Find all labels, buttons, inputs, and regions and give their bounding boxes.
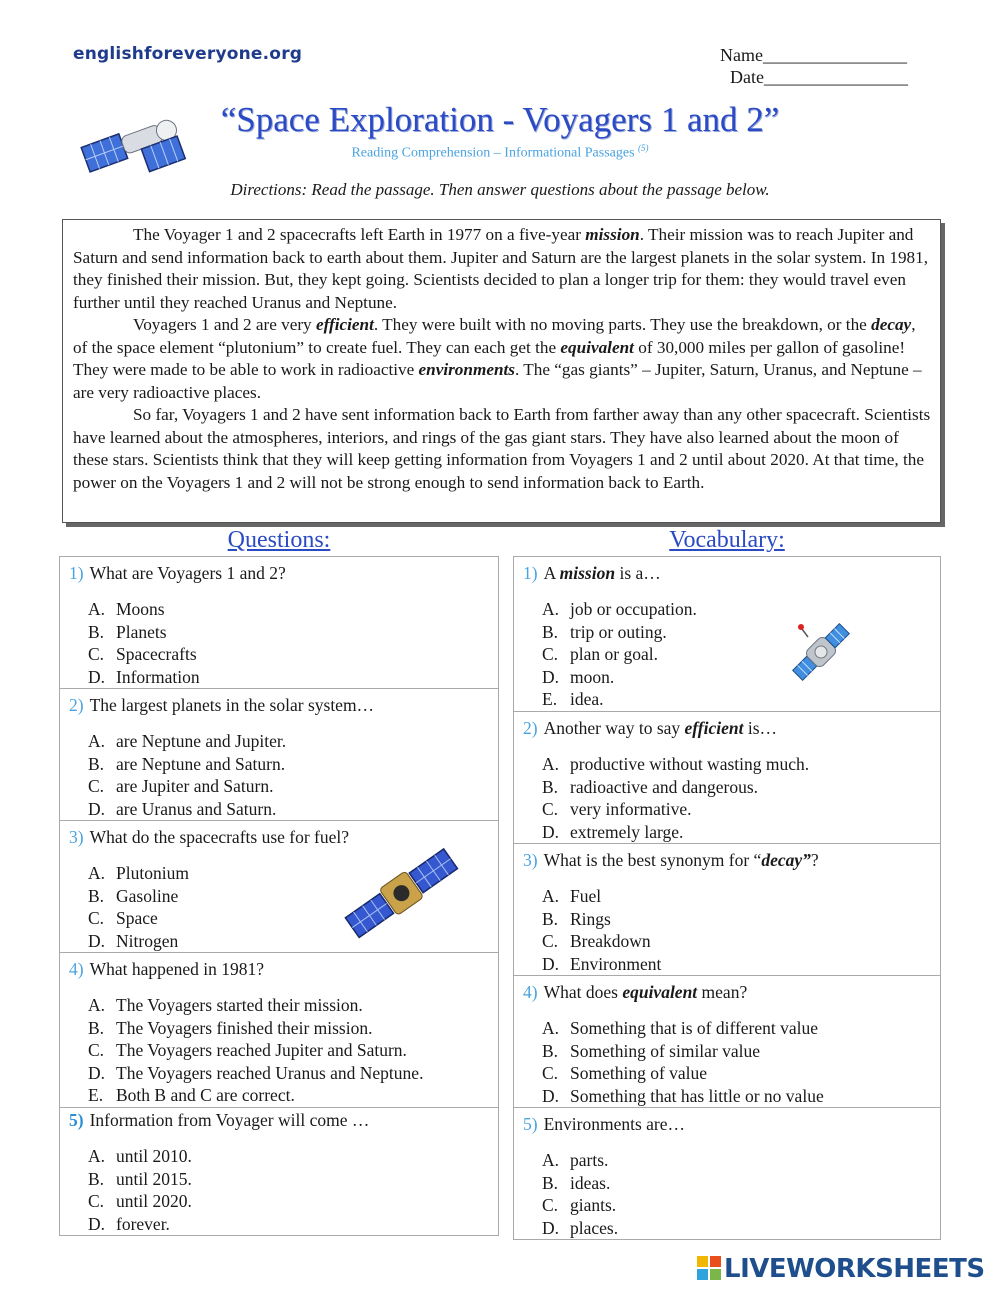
option-letter: B. — [542, 776, 559, 797]
option-text: Space — [116, 908, 158, 929]
liveworksheets-logo — [697, 1254, 985, 1284]
question-number: 3) — [523, 850, 538, 870]
question-number: 2) — [523, 718, 538, 738]
passage-text: . Their mission was to reach Jupiter and Saturn and send information back to earth about them. Jupiter and Saturn are the largest planets in the solar system. In 1981, they finished their mission. But, they kept going. Scientists decided to plan a longer trip for them: they would travel even further until they reached Uranus and Neptune. — [73, 225, 929, 312]
passage-text: of 30,000 miles per gallon of gasoline! They were made to be able to work in radioactive — [73, 337, 906, 379]
option-text: moon. — [570, 666, 615, 687]
option-d[interactable] — [88, 1062, 423, 1085]
option-text: until 2015. — [116, 1168, 192, 1189]
option-a[interactable] — [88, 730, 286, 753]
option-letter: A. — [542, 754, 560, 774]
option-letter: C. — [88, 644, 105, 665]
vocab-word: efficient — [684, 718, 744, 738]
subtitle-text: Reading Comprehension – Informational Passages — [351, 145, 635, 161]
option-text: Planets — [116, 621, 167, 642]
option-letter: A. — [542, 1018, 560, 1038]
option-letter: E. — [88, 1085, 104, 1106]
option-text: extremely large. — [570, 821, 684, 842]
option-c[interactable] — [88, 1039, 423, 1062]
option-c[interactable] — [542, 1194, 618, 1217]
option-text: The Voyagers reached Uranus and Neptune. — [116, 1062, 424, 1083]
option-text: idea. — [570, 689, 604, 710]
question-prompt — [69, 827, 349, 848]
option-text: until 2020. — [116, 1191, 192, 1212]
option-letter: A. — [88, 1146, 106, 1166]
satellite-icon — [342, 839, 462, 949]
option-letter: C. — [542, 931, 559, 952]
options-list — [542, 598, 697, 711]
site-logo — [73, 44, 302, 64]
option-letter: B. — [542, 908, 559, 929]
option-letter: C. — [88, 1191, 105, 1212]
option-text: Fuel — [570, 886, 602, 906]
option-d[interactable] — [88, 666, 200, 689]
option-b[interactable] — [88, 1168, 192, 1191]
option-text: Rings — [570, 908, 611, 929]
passage-paragraph-1 — [73, 224, 931, 314]
options-list — [88, 1145, 192, 1235]
option-a[interactable] — [88, 994, 423, 1017]
question-text: Information from Voyager will come … — [89, 1110, 370, 1130]
vocab-question-3 — [513, 843, 941, 976]
option-text: forever. — [116, 1213, 170, 1234]
question-text: What happened in 1981? — [89, 959, 265, 979]
option-text: radioactive and dangerous. — [570, 776, 759, 797]
name-field-label: Name________________ — [720, 45, 907, 65]
option-text: productive without wasting much. — [570, 754, 810, 774]
option-letter: D. — [542, 666, 560, 687]
option-text: Nitrogen — [116, 930, 179, 951]
question-number: 3) — [69, 827, 84, 847]
vocab-question-4 — [513, 975, 941, 1108]
vocabulary-heading: Vocabulary: — [669, 527, 785, 553]
option-e[interactable] — [88, 1084, 423, 1107]
option-c[interactable] — [542, 930, 661, 953]
options-list — [88, 994, 423, 1107]
question-number: 5) — [69, 1110, 84, 1130]
option-a[interactable] — [542, 598, 697, 621]
option-letter: B. — [88, 753, 105, 774]
option-text: The Voyagers reached Jupiter and Saturn. — [116, 1040, 407, 1061]
option-text: Gasoline — [116, 885, 179, 906]
question-number: 1) — [69, 563, 84, 583]
option-c[interactable] — [88, 775, 286, 798]
option-letter: D. — [88, 798, 106, 819]
question-number: 1) — [523, 563, 538, 583]
prompt-text: ? — [810, 850, 819, 870]
option-letter: C. — [88, 776, 105, 797]
option-a[interactable] — [88, 862, 189, 885]
question-prompt — [69, 695, 374, 716]
option-text: Something that has little or no value — [570, 1085, 824, 1106]
vocab-word-efficient: efficient — [315, 315, 374, 334]
option-b[interactable] — [542, 1040, 824, 1063]
option-text: Something of similar value — [570, 1040, 761, 1061]
options-list — [88, 598, 200, 688]
passage-text: , of the space element “plutonium” to create fuel. They can each get the — [73, 315, 916, 357]
option-letter: A. — [88, 731, 106, 751]
option-text: Plutonium — [116, 863, 189, 883]
option-text: Environment — [570, 953, 662, 974]
vocab-prompt — [523, 1114, 685, 1135]
question-3 — [59, 820, 499, 953]
option-letter: D. — [542, 1217, 560, 1238]
option-c[interactable] — [88, 1190, 192, 1213]
option-c[interactable] — [542, 798, 809, 821]
options-list — [88, 730, 286, 820]
question-prompt — [69, 959, 264, 980]
option-text: job or occupation. — [570, 599, 697, 619]
question-number: 2) — [69, 695, 84, 715]
option-letter: D. — [542, 821, 560, 842]
option-b[interactable] — [88, 621, 200, 644]
option-letter: B. — [88, 1168, 105, 1189]
prompt-text: mean? — [697, 982, 748, 1002]
option-text: until 2010. — [116, 1146, 192, 1166]
passage-box — [62, 219, 941, 523]
prompt-text: A — [543, 563, 560, 583]
option-text: very informative. — [570, 799, 692, 820]
option-letter: D. — [542, 1085, 560, 1106]
question-prompt — [69, 563, 286, 584]
option-text: Both B and C are correct. — [116, 1085, 295, 1106]
vocab-prompt — [523, 850, 819, 871]
vocab-word-equivalent: equivalent — [560, 337, 634, 357]
option-text: Moons — [116, 599, 165, 619]
option-text: Something that is of different value — [570, 1018, 819, 1038]
option-a[interactable] — [88, 1145, 192, 1168]
option-letter: D. — [88, 930, 106, 951]
option-a[interactable] — [542, 753, 809, 776]
option-letter: C. — [542, 1063, 559, 1084]
vocab-word-environments: environments — [418, 360, 515, 379]
passage-text: . They were built with no moving parts. They use the breakdown, or the — [373, 315, 872, 334]
vocab-question-1 — [513, 556, 941, 712]
question-text: What are Voyagers 1 and 2? — [89, 563, 286, 583]
option-text: The Voyagers started their mission. — [116, 995, 363, 1015]
passage-text: The Voyager 1 and 2 spacecrafts left Earth in 1977 on a five-year — [133, 225, 586, 244]
prompt-text: Environments are… — [543, 1114, 685, 1134]
option-text: Spacecrafts — [116, 644, 197, 665]
option-text: The Voyagers finished their mission. — [116, 1017, 373, 1038]
option-letter: D. — [88, 1213, 106, 1234]
options-list — [88, 862, 189, 952]
option-letter: A. — [88, 599, 106, 619]
option-letter: A. — [542, 1150, 560, 1170]
question-number: 4) — [523, 982, 538, 1002]
vocab-word: mission — [559, 563, 616, 583]
vocab-word-mission: mission — [585, 225, 640, 244]
option-text: parts. — [570, 1150, 609, 1170]
passage-text: . The “gas giants” – Jupiter, Saturn, Uranus, and Neptune – are very radioactive places. — [73, 360, 922, 402]
option-letter: B. — [542, 1040, 559, 1061]
prompt-text: What is the best synonym for “ — [543, 850, 762, 870]
question-text: The largest planets in the solar system… — [89, 695, 375, 715]
vocab-question-5 — [513, 1107, 941, 1240]
option-letter: C. — [542, 1195, 559, 1216]
option-letter: B. — [542, 621, 559, 642]
options-list — [542, 885, 661, 975]
satellite-icon — [786, 619, 856, 685]
option-text: plan or goal. — [570, 644, 658, 665]
option-letter: D. — [88, 666, 106, 687]
question-number: 5) — [523, 1114, 538, 1134]
vocab-word: equivalent — [622, 982, 698, 1002]
vocab-word-decay: decay — [871, 315, 912, 334]
option-d[interactable] — [88, 798, 286, 821]
option-b[interactable] — [542, 1172, 618, 1195]
question-1 — [59, 556, 499, 689]
option-d[interactable] — [542, 666, 697, 689]
question-4 — [59, 952, 499, 1108]
option-a[interactable] — [542, 1017, 824, 1040]
option-letter: C. — [88, 1040, 105, 1061]
option-b[interactable] — [88, 753, 286, 776]
option-letter: C. — [542, 644, 559, 665]
question-text: What do the spacecrafts use for fuel? — [89, 827, 350, 847]
option-text: giants. — [570, 1195, 617, 1216]
option-letter: D. — [88, 1062, 106, 1083]
vocab-question-2 — [513, 711, 941, 844]
option-d[interactable] — [542, 1217, 618, 1240]
option-d[interactable] — [542, 953, 661, 976]
vocab-word: decay” — [761, 850, 811, 870]
option-c[interactable] — [88, 643, 200, 666]
option-letter: B. — [88, 885, 105, 906]
page-subtitle — [0, 143, 1000, 162]
option-c[interactable] — [542, 1062, 824, 1085]
option-a[interactable] — [542, 1149, 618, 1172]
option-text: are Neptune and Saturn. — [116, 753, 286, 774]
option-text: are Jupiter and Saturn. — [116, 776, 274, 797]
option-text: are Neptune and Jupiter. — [116, 731, 287, 751]
options-list — [542, 1149, 618, 1239]
options-list — [542, 753, 809, 843]
option-letter: C. — [88, 908, 105, 929]
subtitle-sup: (5) — [638, 143, 649, 153]
option-text: ideas. — [570, 1172, 611, 1193]
vocab-prompt — [523, 982, 747, 1003]
option-letter: A. — [542, 599, 560, 619]
option-text: Something of value — [570, 1063, 708, 1084]
option-b[interactable] — [542, 621, 697, 644]
directions: Directions: Read the passage. Then answer questions about the passage below. — [230, 180, 770, 199]
option-text: places. — [570, 1217, 619, 1238]
option-letter: D. — [542, 953, 560, 974]
vocab-prompt — [523, 718, 777, 739]
page-title: “Space Exploration - Voyagers 1 and 2” — [220, 100, 780, 139]
prompt-text: Another way to say — [543, 718, 685, 738]
questions-heading: Questions: — [227, 527, 331, 553]
option-a[interactable] — [542, 885, 661, 908]
option-c[interactable] — [542, 643, 697, 666]
option-b[interactable] — [88, 1017, 423, 1040]
option-letter: B. — [542, 1172, 559, 1193]
option-b[interactable] — [88, 885, 189, 908]
option-d[interactable] — [88, 930, 189, 953]
prompt-text: What does — [543, 982, 623, 1002]
option-letter: C. — [542, 799, 559, 820]
option-b[interactable] — [542, 908, 661, 931]
passage-paragraph-2 — [73, 314, 931, 404]
prompt-text: is a… — [615, 563, 661, 583]
option-letter: A. — [88, 995, 106, 1015]
option-letter: B. — [88, 621, 105, 642]
question-prompt — [69, 1110, 369, 1131]
date-field-label: Date________________ — [730, 67, 908, 87]
logo-text: LIVEWORKSHEETS — [724, 1254, 985, 1284]
vocab-prompt — [523, 563, 661, 584]
option-text: trip or outing. — [570, 621, 667, 642]
passage-text: Voyagers 1 and 2 are very — [133, 315, 316, 334]
option-letter: A. — [88, 863, 106, 883]
option-letter: B. — [88, 1017, 105, 1038]
option-c[interactable] — [88, 907, 189, 930]
question-number: 4) — [69, 959, 84, 979]
option-e[interactable] — [542, 688, 697, 711]
option-a[interactable] — [88, 598, 200, 621]
option-d[interactable] — [88, 1213, 192, 1236]
option-text: are Uranus and Saturn. — [116, 798, 277, 819]
site-name: englishforeveryone.org — [73, 44, 303, 64]
prompt-text: is… — [743, 718, 778, 738]
option-letter: A. — [542, 886, 560, 906]
options-list — [542, 1017, 824, 1107]
option-text: Information — [116, 666, 200, 687]
option-letter: E. — [542, 689, 558, 710]
liveworksheets-blocks-icon — [697, 1256, 721, 1280]
passage-paragraph-3: So far, Voyagers 1 and 2 have sent information back to Earth from farther away than any other spacecraft. Scientists have learned about the atmospheres, interiors, and rings of the gas giant stars. They have also learned about the moon of these stars. Scientists think that they will keep getting information from Voyagers 1 and 2 until about 2020. At that time, the power on the Voyagers 1 and 2 will not be strong enough to send information back to Earth. — [73, 405, 931, 492]
option-text: Breakdown — [570, 931, 651, 952]
option-d[interactable] — [542, 1085, 824, 1108]
option-b[interactable] — [542, 776, 809, 799]
question-2 — [59, 688, 499, 821]
question-5 — [59, 1107, 499, 1236]
option-d[interactable] — [542, 821, 809, 844]
